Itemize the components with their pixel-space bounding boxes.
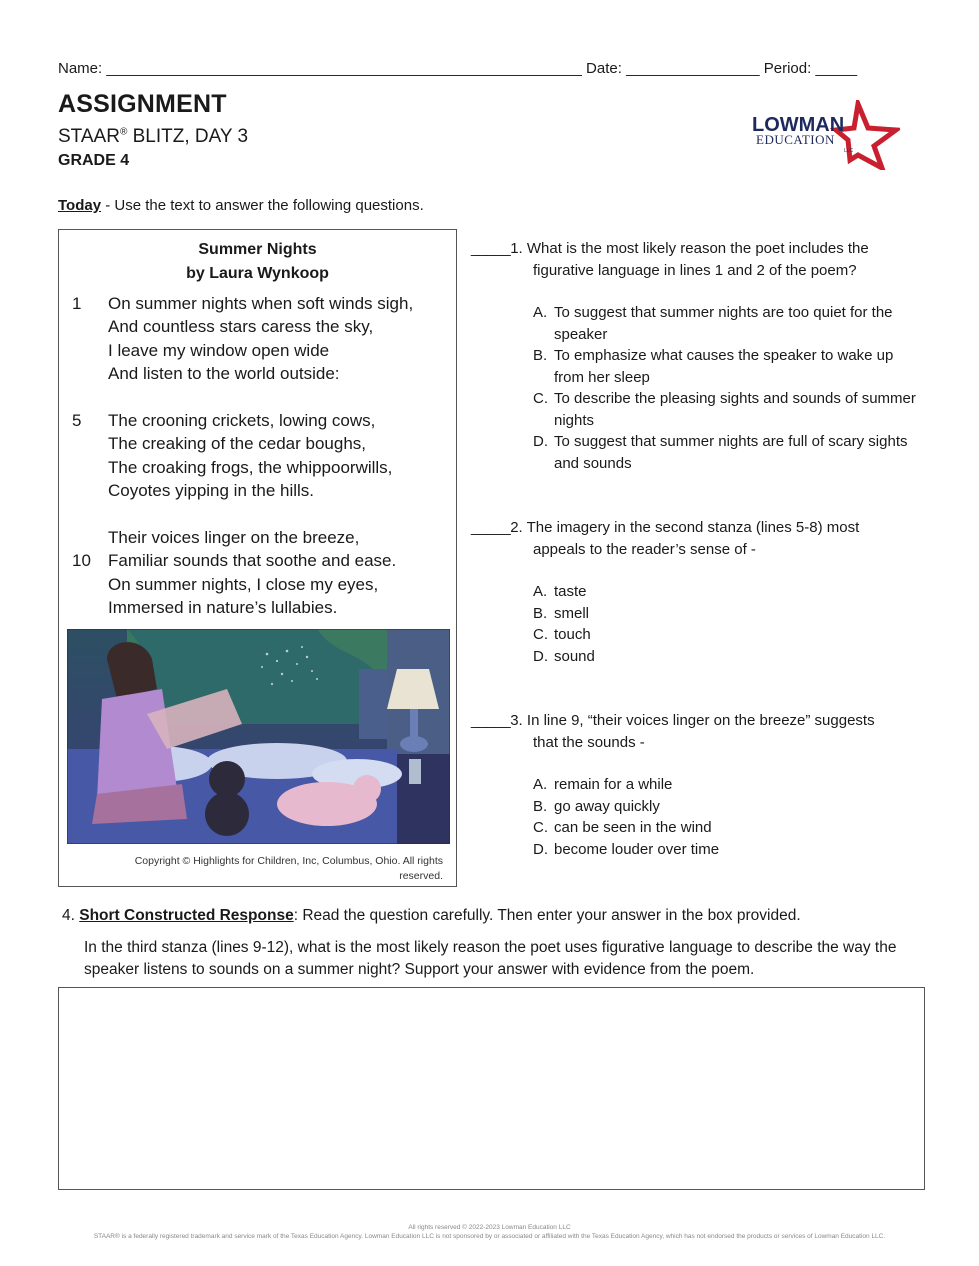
poem-illustration	[67, 629, 450, 844]
answer-box[interactable]	[58, 987, 925, 1190]
poem-copyright: Copyright © Highlights for Children, Inc, Columbus, Ohio. All rights reserved.	[134, 855, 443, 882]
question-4-header	[62, 907, 801, 925]
subtitle-prefix: STAAR	[58, 126, 120, 147]
option-text: To emphasize what causes the speaker to wake up from her sleep	[554, 347, 894, 386]
question-1-stem	[471, 238, 921, 281]
answer-option[interactable]	[533, 302, 923, 345]
poem-heading	[58, 238, 457, 286]
grade-label: GRADE 4	[58, 152, 130, 169]
option-text: touch	[554, 626, 591, 643]
period-blank[interactable]: _____	[815, 60, 858, 77]
option-letter: D.	[533, 433, 548, 450]
option-letter: D.	[533, 841, 548, 858]
poem-line: Their voices linger on the breeze,	[108, 528, 360, 547]
name-label: Name:	[58, 60, 103, 77]
option-letter: A.	[533, 304, 548, 321]
question-stem-line1: 1. What is the most likely reason the poet includes the	[510, 240, 869, 257]
option-text: taste	[554, 583, 587, 600]
today-label: Today	[58, 197, 102, 214]
question-stem-line2: figurative language in lines 1 and 2 of the poem?	[533, 261, 857, 279]
answer-option[interactable]	[533, 581, 923, 603]
question-stem-line2: appeals to the reader’s sense of -	[533, 540, 756, 558]
poem-line: And countless stars caress the sky,	[108, 317, 374, 336]
lowman-education-logo	[750, 100, 900, 170]
footer-trademark: STAAR® is a federally registered trademark and service mark of the Texas Education Agency. Lowman Education LLC is not sponsored by or associated or affiliated with the Texas Education Agency, which has not endorsed the products or services of Lowman Education LLC.	[93, 1233, 886, 1240]
poem-title: Summer Nights	[198, 241, 317, 258]
logo-line3: LLC	[844, 148, 854, 154]
poem-line: On summer nights when soft winds sigh,	[108, 294, 414, 313]
answer-option[interactable]	[533, 431, 923, 474]
option-letter: A.	[533, 776, 548, 793]
poem-author: by Laura Wynkoop	[186, 265, 329, 282]
option-text: remain for a while	[554, 776, 673, 793]
question-stem-line1: 2. The imagery in the second stanza (lines 5-8) most	[510, 519, 860, 536]
answer-blank[interactable]: _____	[471, 240, 511, 257]
answer-option[interactable]	[533, 839, 923, 861]
option-text: go away quickly	[554, 798, 660, 815]
answer-option[interactable]	[533, 796, 923, 818]
today-text: - Use the text to answer the following questions.	[101, 197, 424, 214]
poem-line: Coyotes yipping in the hills.	[108, 481, 315, 500]
answer-option[interactable]	[533, 817, 923, 839]
question-2-stem	[471, 517, 921, 560]
subtitle-suffix: BLITZ, DAY 3	[127, 126, 249, 147]
poem-line: On summer nights, I close my eyes,	[108, 575, 379, 594]
option-letter: C.	[533, 819, 548, 836]
teddy-bear-icon	[209, 761, 245, 797]
header-fields	[58, 60, 898, 77]
instructions	[58, 197, 424, 214]
poem-line-number: 1	[72, 294, 82, 313]
answer-blank[interactable]: _____	[471, 519, 511, 536]
poem-line: Familiar sounds that soothe and ease.	[108, 551, 397, 570]
poem-line-number: 10	[72, 551, 91, 570]
name-blank[interactable]: _________________________________________________________	[106, 60, 582, 77]
option-text: can be seen in the wind	[554, 819, 712, 836]
option-letter: C.	[533, 390, 548, 407]
footer-rights: All rights reserved © 2022-2023 Lowman Education LLC	[408, 1224, 571, 1231]
option-text: sound	[554, 648, 595, 665]
q4-prompt: In the third stanza (lines 9-12), what is the most likely reason the poet uses figurative language to describe the way the speaker listens to sounds on a summer night? Support your answer with evidence from the poem.	[84, 939, 897, 978]
subtitle	[58, 126, 248, 148]
answer-option[interactable]	[533, 624, 923, 646]
question-3-stem	[471, 710, 921, 753]
logo-line1: LOWMAN	[752, 114, 845, 136]
question-stem-line1: 3. In line 9, “their voices linger on the breeze” suggests	[510, 712, 875, 729]
poem-line: I leave my window open wide	[108, 341, 330, 360]
poem-line: And listen to the world outside:	[108, 364, 340, 383]
option-text: To suggest that summer nights are full of scary sights and sounds	[554, 433, 908, 472]
option-letter: D.	[533, 648, 548, 665]
registered-mark: ®	[119, 126, 128, 138]
poem-line-number: 5	[72, 411, 82, 430]
star-icon	[836, 104, 896, 168]
answer-option[interactable]	[533, 774, 923, 796]
answer-option[interactable]	[533, 388, 923, 431]
q4-instruction: : Read the question carefully. Then enter your answer in the box provided.	[293, 907, 801, 924]
q4-number: 4.	[62, 907, 75, 924]
q4-label: Short Constructed Response	[79, 907, 294, 924]
option-letter: B.	[533, 605, 548, 622]
poem-line: The crooning crickets, lowing cows,	[108, 411, 376, 430]
answer-blank[interactable]: _____	[471, 712, 511, 729]
option-letter: B.	[533, 798, 548, 815]
answer-option[interactable]	[533, 603, 923, 625]
question-stem-line2: that the sounds -	[533, 733, 645, 751]
logo-line2: EDUCATION	[756, 132, 835, 147]
period-label: Period:	[763, 60, 812, 77]
option-text: To suggest that summer nights are too quiet for the speaker	[554, 304, 893, 343]
option-letter: C.	[533, 626, 548, 643]
page-title: ASSIGNMENT	[58, 90, 227, 118]
poem-line: Immersed in nature’s lullabies.	[108, 598, 338, 617]
option-letter: B.	[533, 347, 548, 364]
poem-line: The creaking of the cedar boughs,	[108, 434, 366, 453]
option-letter: A.	[533, 583, 548, 600]
answer-option[interactable]	[533, 646, 923, 668]
option-text: smell	[554, 605, 590, 622]
option-text: become louder over time	[554, 841, 720, 858]
date-blank[interactable]: ________________	[626, 60, 760, 77]
poem-line: The croaking frogs, the whippoorwills,	[108, 458, 393, 477]
glass-icon	[409, 759, 421, 784]
answer-option[interactable]	[533, 345, 923, 388]
date-label: Date:	[586, 60, 622, 77]
option-text: To describe the pleasing sights and sounds of summer nights	[554, 390, 916, 429]
